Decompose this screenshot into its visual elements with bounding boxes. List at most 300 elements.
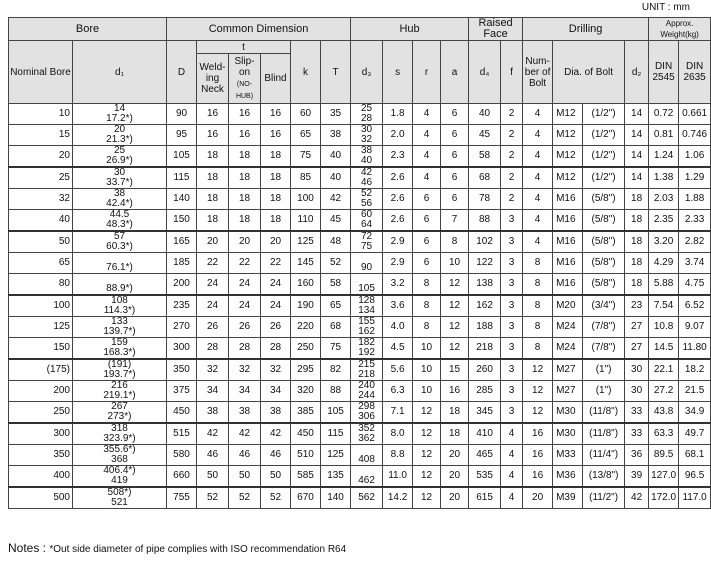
cell-weight-din-2545: 89.5	[649, 445, 679, 466]
cell-d1: 25 26.9*)	[73, 146, 167, 168]
cell-d3: 128 134	[351, 295, 383, 317]
cell-bolt-inch: (7/8")	[583, 338, 625, 360]
cell-bolt-inch: (3/4")	[583, 295, 625, 317]
cell-nominal-bore: 250	[9, 402, 73, 424]
cell-T: 58	[321, 274, 351, 296]
header-common-dimension: Common Dimension	[167, 18, 351, 41]
header-dia-of-bolt: Dia. of Bolt	[553, 41, 625, 104]
cell-T: 125	[321, 445, 351, 466]
cell-k: 385	[291, 402, 321, 424]
cell-t-blind: 26	[261, 317, 291, 338]
cell-number-of-bolt: 8	[523, 274, 553, 296]
cell-number-of-bolt: 8	[523, 295, 553, 317]
cell-t-welding-neck: 46	[197, 445, 229, 466]
cell-weight-din-2635: 0.661	[679, 104, 711, 125]
cell-d1: 76.1*)	[73, 253, 167, 274]
cell-s: 3.2	[383, 274, 413, 296]
cell-r: 6	[413, 231, 441, 253]
cell-bolt-size: M16	[553, 189, 583, 210]
cell-D: 200	[167, 274, 197, 296]
cell-nominal-bore: 150	[9, 338, 73, 360]
cell-a: 6	[441, 167, 469, 189]
cell-d1: 216 219.1*)	[73, 381, 167, 402]
cell-weight-din-2545: 7.54	[649, 295, 679, 317]
cell-number-of-bolt: 4	[523, 104, 553, 125]
cell-k: 85	[291, 167, 321, 189]
cell-nominal-bore: 500	[9, 487, 73, 509]
cell-bolt-size: M16	[553, 253, 583, 274]
cell-D: 165	[167, 231, 197, 253]
cell-number-of-bolt: 16	[523, 466, 553, 488]
cell-weight-din-2635: 3.74	[679, 253, 711, 274]
cell-d1: 88.9*)	[73, 274, 167, 296]
cell-weight-din-2635: 2.82	[679, 231, 711, 253]
cell-t-blind: 20	[261, 231, 291, 253]
cell-weight-din-2635: 9.07	[679, 317, 711, 338]
header-blind: Blind	[261, 54, 291, 104]
header-no-hub: (NO-HUB)	[235, 80, 254, 100]
cell-bolt-inch: (11/2")	[583, 487, 625, 509]
cell-d1: 14 17.2*)	[73, 104, 167, 125]
cell-D: 140	[167, 189, 197, 210]
cell-t-slip-on: 46	[229, 445, 261, 466]
cell-weight-din-2545: 43.8	[649, 402, 679, 424]
cell-t-slip-on: 42	[229, 423, 261, 445]
cell-weight-din-2545: 0.81	[649, 125, 679, 146]
header-din-2635: DIN 2635	[679, 41, 711, 104]
cell-bolt-inch: (5/8")	[583, 274, 625, 296]
cell-a: 12	[441, 274, 469, 296]
header-bore: Bore	[9, 18, 167, 41]
cell-t-slip-on: 22	[229, 253, 261, 274]
cell-s: 2.0	[383, 125, 413, 146]
cell-t-slip-on: 32	[229, 359, 261, 381]
cell-nominal-bore: 200	[9, 381, 73, 402]
cell-D: 300	[167, 338, 197, 360]
cell-r: 12	[413, 423, 441, 445]
cell-s: 2.9	[383, 253, 413, 274]
cell-number-of-bolt: 8	[523, 338, 553, 360]
cell-t-slip-on: 28	[229, 338, 261, 360]
cell-bolt-inch: (5/8")	[583, 189, 625, 210]
cell-weight-din-2545: 0.72	[649, 104, 679, 125]
cell-t-slip-on: 52	[229, 487, 261, 509]
cell-weight-din-2635: 2.33	[679, 210, 711, 232]
cell-weight-din-2545: 14.5	[649, 338, 679, 360]
cell-f: 4	[501, 445, 523, 466]
cell-f: 3	[501, 359, 523, 381]
table-row	[9, 274, 711, 296]
table-row	[9, 210, 711, 232]
cell-a: 20	[441, 487, 469, 509]
cell-f: 3	[501, 274, 523, 296]
cell-d1: 159 168.3*)	[73, 338, 167, 360]
cell-d4: 68	[469, 167, 501, 189]
cell-T: 88	[321, 381, 351, 402]
cell-d3: 60 64	[351, 210, 383, 232]
header-a: a	[441, 41, 469, 104]
cell-t-blind: 16	[261, 125, 291, 146]
cell-weight-din-2635: 96.5	[679, 466, 711, 488]
cell-t-slip-on: 20	[229, 231, 261, 253]
cell-t-welding-neck: 16	[197, 125, 229, 146]
cell-bolt-size: M16	[553, 210, 583, 232]
cell-k: 60	[291, 104, 321, 125]
cell-bolt-size: M24	[553, 317, 583, 338]
cell-weight-din-2635: 21.5	[679, 381, 711, 402]
table-row	[9, 445, 711, 466]
cell-bolt-inch: (11/8")	[583, 402, 625, 424]
cell-number-of-bolt: 4	[523, 125, 553, 146]
cell-k: 190	[291, 295, 321, 317]
cell-r: 10	[413, 359, 441, 381]
cell-d3: 72 75	[351, 231, 383, 253]
cell-d2: 14	[625, 125, 649, 146]
cell-a: 12	[441, 295, 469, 317]
cell-bolt-size: M36	[553, 466, 583, 488]
cell-a: 12	[441, 317, 469, 338]
cell-weight-din-2635: 117.0	[679, 487, 711, 509]
cell-k: 110	[291, 210, 321, 232]
cell-weight-din-2635: 1.29	[679, 167, 711, 189]
cell-d4: 285	[469, 381, 501, 402]
cell-nominal-bore: 20	[9, 146, 73, 168]
cell-d1: 267 273*)	[73, 402, 167, 424]
header-s: s	[383, 41, 413, 104]
cell-T: 40	[321, 167, 351, 189]
cell-f: 4	[501, 487, 523, 509]
cell-t-welding-neck: 42	[197, 423, 229, 445]
cell-bolt-inch: (1")	[583, 381, 625, 402]
cell-d2: 39	[625, 466, 649, 488]
cell-weight-din-2635: 4.75	[679, 274, 711, 296]
cell-d3: 182 192	[351, 338, 383, 360]
table-row	[9, 423, 711, 445]
cell-number-of-bolt: 4	[523, 189, 553, 210]
table-row	[9, 231, 711, 253]
cell-d2: 30	[625, 359, 649, 381]
cell-a: 15	[441, 359, 469, 381]
cell-d3: 25 28	[351, 104, 383, 125]
cell-number-of-bolt: 4	[523, 210, 553, 232]
cell-d3: 38 40	[351, 146, 383, 168]
cell-r: 10	[413, 338, 441, 360]
cell-T: 140	[321, 487, 351, 509]
cell-t-blind: 32	[261, 359, 291, 381]
cell-D: 350	[167, 359, 197, 381]
cell-nominal-bore: 125	[9, 317, 73, 338]
header-d2: d₂	[625, 41, 649, 104]
header-d1: d₁	[73, 41, 167, 104]
cell-D: 95	[167, 125, 197, 146]
cell-nominal-bore: 400	[9, 466, 73, 488]
cell-t-slip-on: 18	[229, 167, 261, 189]
cell-d4: 535	[469, 466, 501, 488]
cell-T: 135	[321, 466, 351, 488]
cell-T: 52	[321, 253, 351, 274]
cell-r: 8	[413, 317, 441, 338]
cell-T: 75	[321, 338, 351, 360]
cell-number-of-bolt: 4	[523, 146, 553, 168]
cell-number-of-bolt: 12	[523, 359, 553, 381]
cell-nominal-bore: 40	[9, 210, 73, 232]
notes	[8, 541, 346, 555]
cell-r: 4	[413, 125, 441, 146]
cell-k: 220	[291, 317, 321, 338]
cell-D: 115	[167, 167, 197, 189]
cell-d2: 42	[625, 487, 649, 509]
cell-t-welding-neck: 34	[197, 381, 229, 402]
cell-weight-din-2545: 22.1	[649, 359, 679, 381]
cell-f: 3	[501, 231, 523, 253]
cell-weight-din-2545: 10.8	[649, 317, 679, 338]
cell-r: 8	[413, 295, 441, 317]
cell-a: 16	[441, 381, 469, 402]
cell-r: 10	[413, 381, 441, 402]
cell-bolt-inch: (1/2")	[583, 104, 625, 125]
cell-k: 75	[291, 146, 321, 168]
cell-t-welding-neck: 24	[197, 295, 229, 317]
cell-bolt-size: M20	[553, 295, 583, 317]
cell-s: 8.0	[383, 423, 413, 445]
cell-weight-din-2635: 6.52	[679, 295, 711, 317]
cell-bolt-inch: (11/8")	[583, 423, 625, 445]
cell-d4: 465	[469, 445, 501, 466]
cell-weight-din-2545: 63.3	[649, 423, 679, 445]
cell-bolt-size: M39	[553, 487, 583, 509]
cell-k: 160	[291, 274, 321, 296]
cell-t-slip-on: 38	[229, 402, 261, 424]
cell-T: 48	[321, 231, 351, 253]
cell-t-blind: 24	[261, 274, 291, 296]
cell-T: 42	[321, 189, 351, 210]
cell-f: 3	[501, 381, 523, 402]
cell-d4: 78	[469, 189, 501, 210]
cell-a: 6	[441, 189, 469, 210]
cell-a: 20	[441, 445, 469, 466]
cell-T: 105	[321, 402, 351, 424]
cell-number-of-bolt: 12	[523, 381, 553, 402]
cell-d3: 462	[351, 466, 383, 488]
cell-bolt-inch: (11/4")	[583, 445, 625, 466]
cell-D: 105	[167, 146, 197, 168]
cell-D: 755	[167, 487, 197, 509]
cell-s: 4.5	[383, 338, 413, 360]
cell-f: 3	[501, 253, 523, 274]
cell-t-slip-on: 16	[229, 104, 261, 125]
cell-k: 295	[291, 359, 321, 381]
cell-k: 320	[291, 381, 321, 402]
cell-d1: (191) 193.7*)	[73, 359, 167, 381]
cell-weight-din-2545: 27.2	[649, 381, 679, 402]
cell-bolt-size: M27	[553, 359, 583, 381]
table-row	[9, 317, 711, 338]
cell-d3: 155 162	[351, 317, 383, 338]
cell-d2: 27	[625, 338, 649, 360]
cell-bolt-size: M30	[553, 402, 583, 424]
cell-a: 6	[441, 104, 469, 125]
cell-number-of-bolt: 4	[523, 231, 553, 253]
cell-a: 7	[441, 210, 469, 232]
cell-d4: 138	[469, 274, 501, 296]
cell-s: 4.0	[383, 317, 413, 338]
cell-t-welding-neck: 18	[197, 210, 229, 232]
cell-d4: 218	[469, 338, 501, 360]
cell-d2: 14	[625, 146, 649, 168]
cell-k: 450	[291, 423, 321, 445]
cell-d4: 58	[469, 146, 501, 168]
cell-d2: 33	[625, 423, 649, 445]
cell-f: 2	[501, 104, 523, 125]
table-row	[9, 338, 711, 360]
cell-f: 3	[501, 317, 523, 338]
cell-d2: 14	[625, 167, 649, 189]
cell-D: 515	[167, 423, 197, 445]
cell-d2: 18	[625, 231, 649, 253]
cell-d3: 90	[351, 253, 383, 274]
cell-r: 12	[413, 445, 441, 466]
cell-t-welding-neck: 38	[197, 402, 229, 424]
cell-d1: 133 139.7*)	[73, 317, 167, 338]
cell-d3: 215 218	[351, 359, 383, 381]
notes-text: *Out side diameter of pipe complies with ISO recommendation R64	[49, 544, 347, 555]
cell-bolt-inch: (7/8")	[583, 317, 625, 338]
cell-t-blind: 52	[261, 487, 291, 509]
cell-d2: 14	[625, 104, 649, 125]
cell-t-slip-on: 18	[229, 210, 261, 232]
cell-d3: 298 306	[351, 402, 383, 424]
cell-T: 115	[321, 423, 351, 445]
cell-d1: 508*) 521	[73, 487, 167, 509]
unit-label: UNIT : mm	[641, 2, 690, 13]
cell-weight-din-2545: 172.0	[649, 487, 679, 509]
notes-label: Notes :	[8, 541, 50, 555]
table-row	[9, 253, 711, 274]
cell-s: 14.2	[383, 487, 413, 509]
cell-weight-din-2635: 11.80	[679, 338, 711, 360]
table-row	[9, 189, 711, 210]
cell-r: 4	[413, 146, 441, 168]
cell-number-of-bolt: 8	[523, 253, 553, 274]
cell-d4: 410	[469, 423, 501, 445]
cell-t-slip-on: 24	[229, 295, 261, 317]
header-hub: Hub	[351, 18, 469, 41]
cell-weight-din-2635: 34.9	[679, 402, 711, 424]
cell-d2: 23	[625, 295, 649, 317]
cell-d1: 44.5 48.3*)	[73, 210, 167, 232]
cell-t-welding-neck: 32	[197, 359, 229, 381]
cell-bolt-size: M33	[553, 445, 583, 466]
cell-D: 270	[167, 317, 197, 338]
cell-a: 12	[441, 338, 469, 360]
cell-bolt-size: M16	[553, 231, 583, 253]
cell-r: 12	[413, 466, 441, 488]
cell-t-welding-neck: 52	[197, 487, 229, 509]
cell-bolt-size: M16	[553, 274, 583, 296]
cell-weight-din-2545: 2.35	[649, 210, 679, 232]
cell-bolt-size: M12	[553, 167, 583, 189]
cell-bolt-inch: (13/8")	[583, 466, 625, 488]
table-row	[9, 104, 711, 125]
cell-s: 2.6	[383, 210, 413, 232]
cell-nominal-bore: 32	[9, 189, 73, 210]
cell-d1: 318 323.9*)	[73, 423, 167, 445]
cell-s: 5.6	[383, 359, 413, 381]
cell-D: 90	[167, 104, 197, 125]
cell-k: 145	[291, 253, 321, 274]
cell-a: 18	[441, 423, 469, 445]
cell-nominal-bore: 50	[9, 231, 73, 253]
cell-nominal-bore: 10	[9, 104, 73, 125]
cell-bolt-size: M12	[553, 125, 583, 146]
cell-d4: 188	[469, 317, 501, 338]
cell-d4: 345	[469, 402, 501, 424]
cell-k: 125	[291, 231, 321, 253]
cell-t-slip-on: 34	[229, 381, 261, 402]
cell-number-of-bolt: 8	[523, 317, 553, 338]
cell-t-blind: 18	[261, 189, 291, 210]
cell-r: 6	[413, 210, 441, 232]
cell-t-slip-on: 24	[229, 274, 261, 296]
cell-t-blind: 18	[261, 210, 291, 232]
cell-s: 7.1	[383, 402, 413, 424]
header-d3: d₃	[351, 41, 383, 104]
cell-weight-din-2635: 0.746	[679, 125, 711, 146]
cell-f: 2	[501, 146, 523, 168]
cell-D: 580	[167, 445, 197, 466]
cell-d3: 562	[351, 487, 383, 509]
cell-t-welding-neck: 18	[197, 167, 229, 189]
cell-f: 3	[501, 210, 523, 232]
header-number-of-bolt: Num-ber of Bolt	[523, 41, 553, 104]
cell-t-welding-neck: 22	[197, 253, 229, 274]
cell-d2: 27	[625, 317, 649, 338]
cell-s: 2.6	[383, 167, 413, 189]
cell-weight-din-2545: 3.20	[649, 231, 679, 253]
cell-d4: 162	[469, 295, 501, 317]
cell-t-blind: 38	[261, 402, 291, 424]
cell-t-blind: 34	[261, 381, 291, 402]
table-row	[9, 381, 711, 402]
cell-k: 100	[291, 189, 321, 210]
cell-bolt-inch: (5/8")	[583, 231, 625, 253]
header-approx-weight: Approx. Weight(kg)	[649, 18, 711, 41]
cell-d1: 108 114.3*)	[73, 295, 167, 317]
table-row	[9, 125, 711, 146]
cell-a: 18	[441, 402, 469, 424]
table-row	[9, 295, 711, 317]
cell-f: 2	[501, 189, 523, 210]
cell-k: 670	[291, 487, 321, 509]
cell-s: 8.8	[383, 445, 413, 466]
cell-t-welding-neck: 50	[197, 466, 229, 488]
cell-weight-din-2635: 1.06	[679, 146, 711, 168]
cell-d3: 352 362	[351, 423, 383, 445]
cell-r: 4	[413, 104, 441, 125]
cell-T: 68	[321, 317, 351, 338]
cell-t-blind: 24	[261, 295, 291, 317]
cell-D: 660	[167, 466, 197, 488]
cell-bolt-inch: (5/8")	[583, 253, 625, 274]
header-nominal-bore: Nominal Bore	[9, 41, 73, 104]
cell-a: 8	[441, 231, 469, 253]
header-slip-on-label: Slip-on	[234, 55, 255, 78]
cell-weight-din-2635: 1.88	[679, 189, 711, 210]
cell-f: 4	[501, 423, 523, 445]
cell-d1: 30 33.7*)	[73, 167, 167, 189]
cell-number-of-bolt: 16	[523, 445, 553, 466]
cell-d4: 102	[469, 231, 501, 253]
